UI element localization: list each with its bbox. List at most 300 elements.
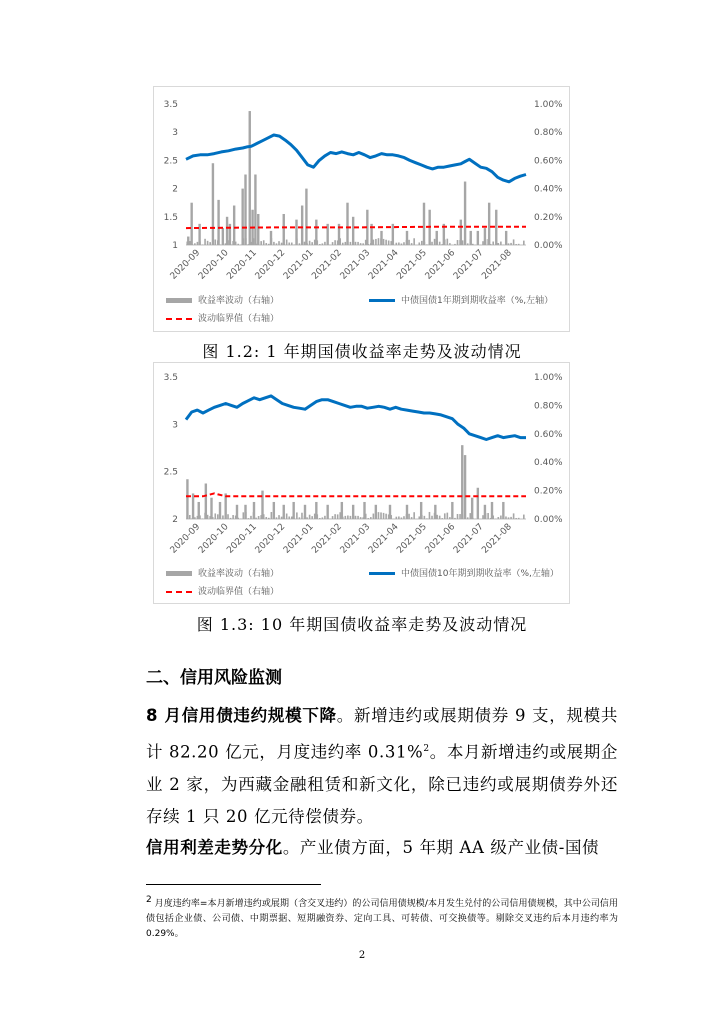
- volatility-bar: [436, 231, 438, 245]
- volatility-bar: [505, 516, 507, 519]
- volatility-bar: [214, 513, 216, 519]
- volatility-bar: [420, 502, 422, 519]
- volatility-bar: [406, 505, 408, 519]
- volatility-bar: [306, 517, 308, 519]
- volatility-bar: [431, 242, 433, 245]
- volatility-bar: [449, 243, 451, 245]
- legend-bar-swatch: [166, 571, 192, 576]
- paragraph-lead-bold: 信用利差走势分化: [146, 838, 283, 857]
- x-tick-label: 2021-08: [480, 248, 514, 282]
- volatility-bar: [424, 516, 426, 519]
- volatility-bar: [309, 515, 311, 519]
- volatility-bar: [355, 516, 357, 519]
- volatility-bar: [408, 240, 410, 245]
- volatility-bar: [357, 516, 359, 519]
- volatility-bar: [373, 514, 375, 519]
- volatility-bar: [487, 513, 489, 519]
- x-tick-label: 2020-12: [253, 248, 288, 282]
- x-tick-label: 2020-09: [168, 522, 203, 556]
- volatility-bar: [227, 514, 229, 519]
- x-tick-label: 2020-10: [196, 522, 231, 556]
- volatility-bar: [396, 517, 398, 519]
- volatility-bar: [301, 206, 303, 245]
- volatility-bar: [515, 244, 517, 245]
- volatility-bar: [202, 244, 204, 245]
- volatility-bar: [244, 175, 246, 246]
- volatility-bar: [513, 513, 515, 519]
- volatility-bar: [207, 241, 209, 245]
- volatility-bar: [467, 243, 469, 245]
- volatility-bar: [401, 243, 403, 245]
- left-tick-label: 3: [172, 128, 178, 139]
- paragraph-text: 。产业债方面，5 年期 AA 级产业债-国债: [282, 838, 600, 857]
- left-tick-label: 1: [172, 241, 178, 251]
- volatility-bar: [447, 513, 449, 519]
- footnote-rule: [146, 884, 321, 885]
- left-tick-label: 1.5: [163, 212, 178, 223]
- volatility-bar: [421, 241, 423, 245]
- volatility-bar: [301, 513, 303, 519]
- volatility-bar: [385, 514, 387, 519]
- volatility-bar: [488, 203, 490, 245]
- x-tick-label: 2021-06: [423, 522, 458, 556]
- x-tick-label: 2020-09: [168, 248, 203, 282]
- chart-1y-yield: [153, 86, 570, 332]
- volatility-bar: [464, 455, 466, 519]
- volatility-bar: [288, 243, 290, 245]
- left-tick-label: 3.5: [163, 100, 178, 110]
- right-tick-label: 1.00%: [534, 100, 563, 110]
- volatility-bar: [457, 514, 459, 519]
- volatility-bar: [518, 244, 520, 245]
- legend-yield: [369, 566, 559, 579]
- volatility-bar: [484, 505, 486, 519]
- right-tick-label: 0.60%: [534, 429, 563, 440]
- volatility-bar: [283, 214, 285, 245]
- volatility-bar: [439, 516, 441, 519]
- volatility-bar: [423, 203, 425, 245]
- volatility-bar: [380, 512, 382, 519]
- volatility-bar: [281, 517, 283, 519]
- volatility-bar: [268, 518, 270, 519]
- legend-threshold: [166, 311, 279, 324]
- volatility-bar: [411, 517, 413, 519]
- volatility-bar: [202, 518, 204, 519]
- volatility-bar: [311, 242, 313, 245]
- legend-dash-swatch: [166, 318, 192, 320]
- volatility-bar: [278, 515, 280, 519]
- right-tick-label: 0.20%: [534, 486, 563, 497]
- x-tick-label: 2021-05: [395, 248, 429, 282]
- volatility-bar: [350, 242, 352, 245]
- volatility-bar: [411, 243, 413, 245]
- volatility-bar: [322, 243, 324, 245]
- volatility-bar: [309, 241, 311, 245]
- volatility-bar: [454, 244, 456, 245]
- volatility-bar: [332, 516, 334, 519]
- volatility-bar: [426, 518, 428, 519]
- volatility-bar: [347, 515, 349, 519]
- volatility-bar: [464, 182, 466, 245]
- legend-volatility-label: 收益率波动（右轴）: [198, 569, 280, 579]
- volatility-bar: [334, 514, 336, 519]
- volatility-bar: [337, 514, 339, 519]
- volatility-bar: [194, 517, 196, 519]
- volatility-bar: [523, 241, 525, 245]
- footnote-mark: 2: [146, 895, 152, 905]
- volatility-bar: [194, 243, 196, 245]
- volatility-bar: [345, 242, 347, 245]
- volatility-bar: [401, 517, 403, 519]
- right-tick-label: 0.60%: [534, 156, 563, 167]
- x-tick-label: 2021-08: [480, 522, 514, 556]
- legend-yield-label: 中债国债1年期到期收益率（%,左轴）: [401, 296, 554, 306]
- volatility-bar: [451, 502, 453, 519]
- volatility-bar: [324, 516, 326, 519]
- volatility-bar: [332, 242, 334, 245]
- right-tick-label: 0.00%: [534, 241, 563, 251]
- volatility-bar: [236, 505, 238, 519]
- x-tick-label: 2021-02: [310, 522, 344, 556]
- volatility-bar: [454, 518, 456, 519]
- volatility-bar: [205, 484, 207, 520]
- x-tick-label: 2021-04: [366, 522, 401, 556]
- section-heading: 二、信用风险监测: [146, 668, 282, 688]
- volatility-bar: [315, 502, 317, 519]
- volatility-bar: [462, 240, 464, 245]
- volatility-bar: [244, 505, 246, 519]
- x-tick-label: 2021-06: [423, 248, 458, 282]
- volatility-bar: [250, 516, 252, 519]
- volatility-bar: [508, 517, 510, 519]
- paragraph-credit-spread: [146, 832, 618, 865]
- volatility-bar: [378, 238, 380, 245]
- volatility-bar: [413, 238, 415, 245]
- volatility-bar: [388, 240, 390, 245]
- yield-line: [186, 396, 526, 440]
- volatility-bar: [220, 244, 222, 245]
- x-tick-label: 2021-04: [366, 248, 401, 282]
- volatility-bar: [190, 203, 192, 245]
- volatility-bar: [523, 515, 525, 519]
- volatility-bar: [403, 516, 405, 519]
- right-tick-label: 1.00%: [534, 373, 563, 383]
- legend-threshold-label: 波动临界值（右轴）: [198, 314, 280, 324]
- right-tick-label: 0.40%: [534, 458, 563, 469]
- volatility-bar: [286, 240, 288, 245]
- volatility-bar: [232, 515, 234, 519]
- volatility-bar: [214, 239, 216, 245]
- volatility-bar: [441, 518, 443, 519]
- volatility-bar: [299, 243, 301, 245]
- paragraph-default-rate: [146, 700, 618, 834]
- volatility-bar: [460, 220, 462, 245]
- volatility-bar: [237, 244, 239, 245]
- volatility-bar: [370, 517, 372, 519]
- volatility-bar: [392, 224, 394, 245]
- volatility-bar: [498, 517, 500, 519]
- volatility-bar: [324, 242, 326, 245]
- volatility-bar: [198, 502, 200, 519]
- volatility-bar: [426, 244, 428, 245]
- volatility-bar: [243, 512, 245, 519]
- volatility-bar: [273, 502, 275, 519]
- threshold-line: [186, 493, 526, 496]
- volatility-bar: [209, 242, 211, 245]
- volatility-bar: [457, 240, 459, 245]
- volatility-bar: [263, 240, 265, 245]
- volatility-bar: [413, 512, 415, 519]
- volatility-bar: [385, 240, 387, 245]
- yield-line: [186, 135, 526, 182]
- volatility-bar: [380, 231, 382, 245]
- volatility-bar: [431, 516, 433, 519]
- caption-fig-1-2: 图 1.2: 1 年期国债收益率走势及波动情况: [202, 342, 522, 361]
- volatility-bar: [192, 493, 194, 519]
- x-tick-label: 2021-05: [395, 522, 429, 556]
- volatility-bar: [255, 518, 257, 519]
- volatility-bar: [233, 206, 235, 245]
- volatility-bar: [226, 217, 228, 245]
- left-tick-label: 2.5: [163, 467, 178, 478]
- volatility-bar: [261, 491, 263, 519]
- volatility-bar: [278, 241, 280, 245]
- legend-dash-swatch: [166, 591, 192, 593]
- volatility-bar: [477, 488, 479, 519]
- right-tick-label: 0.00%: [534, 515, 563, 525]
- volatility-bar: [187, 237, 189, 245]
- legend-bar-swatch: [166, 298, 192, 303]
- volatility-bar: [260, 241, 262, 245]
- volatility-bar: [281, 243, 283, 245]
- left-tick-label: 3: [172, 420, 178, 431]
- volatility-bar: [510, 243, 512, 245]
- volatility-bar: [418, 242, 420, 245]
- volatility-bar: [439, 242, 441, 245]
- volatility-bar: [270, 231, 272, 245]
- volatility-bar: [492, 242, 494, 245]
- volatility-bar: [350, 516, 352, 519]
- volatility-bar: [362, 243, 364, 245]
- volatility-bar: [469, 513, 471, 519]
- volatility-bar: [326, 505, 328, 519]
- caption-fig-1-3: 图 1.3: 10 年期国债收益率走势及波动情况: [196, 615, 528, 634]
- volatility-bar: [355, 242, 357, 245]
- volatility-bar: [291, 517, 293, 519]
- volatility-bar: [276, 243, 278, 245]
- volatility-bar: [375, 239, 377, 245]
- volatility-bar: [461, 445, 463, 519]
- volatility-bar: [500, 242, 502, 245]
- volatility-bar: [436, 515, 438, 519]
- paragraph-text: 。新增违约或展期债券 9 支，规模共计 82.20 亿元，月度违约率 0.31%: [146, 706, 618, 761]
- volatility-bar: [315, 220, 317, 245]
- volatility-bar: [217, 514, 219, 519]
- volatility-bar: [363, 502, 365, 519]
- volatility-bar: [296, 512, 298, 519]
- threshold-line: [186, 227, 526, 228]
- legend-line-swatch: [369, 299, 395, 302]
- volatility-bar: [434, 239, 436, 245]
- volatility-bar: [513, 239, 515, 245]
- volatility-bar: [268, 244, 270, 245]
- volatility-bar: [212, 163, 214, 245]
- volatility-bar: [292, 502, 294, 519]
- volatility-bar: [222, 228, 224, 245]
- page-number: 2: [358, 950, 366, 961]
- legend-volatility: [166, 293, 279, 306]
- volatility-bar: [471, 498, 473, 519]
- volatility-bar: [254, 175, 256, 246]
- volatility-bar: [352, 505, 354, 519]
- legend-threshold-label: 波动临界值（右轴）: [198, 587, 280, 597]
- x-tick-label: 2021-03: [338, 522, 373, 556]
- volatility-bar: [491, 502, 493, 519]
- right-tick-label: 0.20%: [534, 212, 563, 223]
- volatility-bar: [360, 243, 362, 245]
- x-tick-label: 2020-12: [253, 522, 288, 556]
- volatility-bar: [265, 517, 267, 519]
- right-tick-label: 0.80%: [534, 401, 563, 412]
- right-tick-label: 0.40%: [534, 184, 563, 195]
- volatility-bar: [495, 210, 497, 245]
- volatility-bar: [304, 242, 306, 245]
- right-tick-label: 0.80%: [534, 128, 563, 139]
- volatility-bar: [408, 514, 410, 519]
- volatility-bar: [515, 518, 517, 519]
- x-tick-label: 2021-03: [338, 248, 373, 282]
- legend-yield-label: 中债国债10年期到期收益率（%,左轴）: [401, 569, 559, 579]
- volatility-bar: [265, 243, 267, 245]
- legend-line-swatch: [369, 572, 395, 575]
- volatility-bar: [189, 515, 191, 519]
- volatility-bar: [444, 513, 446, 519]
- volatility-bar: [299, 517, 301, 519]
- x-tick-label: 2021-02: [310, 248, 344, 282]
- volatility-bar: [311, 516, 313, 519]
- volatility-bar: [472, 244, 474, 245]
- volatility-bar: [257, 214, 259, 245]
- volatility-bar: [219, 502, 221, 519]
- volatility-bar: [341, 502, 343, 519]
- volatility-bar: [398, 242, 400, 245]
- volatility-bar: [498, 243, 500, 245]
- volatility-bar: [273, 242, 275, 245]
- footnote: [146, 893, 618, 942]
- left-tick-label: 2: [172, 515, 178, 525]
- legend-volatility-label: 收益率波动（右轴）: [198, 296, 280, 306]
- volatility-bar: [249, 111, 251, 245]
- paragraph-text-rest: 。本月新增违约或展期企业 2 家，为西藏金融租赁和新文化，除已违约或展期债券外还存续 1 只 20 亿元待偿债券。: [146, 742, 618, 826]
- footnote-ref: 2: [423, 743, 430, 754]
- volatility-bar: [502, 502, 504, 519]
- volatility-bar: [210, 498, 212, 519]
- volatility-bar: [375, 505, 377, 519]
- volatility-bar: [406, 231, 408, 245]
- chart-10y-yield: [153, 362, 570, 604]
- volatility-bar: [346, 203, 348, 245]
- volatility-bar: [322, 517, 324, 519]
- volatility-bar: [396, 243, 398, 245]
- volatility-bar: [345, 516, 347, 519]
- volatility-bar: [418, 516, 420, 519]
- volatility-bar: [204, 239, 206, 245]
- volatility-bar: [241, 189, 243, 245]
- volatility-bar: [500, 516, 502, 519]
- volatility-bar: [357, 242, 359, 245]
- x-tick-label: 2020-11: [225, 248, 259, 282]
- volatility-bar: [510, 517, 512, 519]
- volatility-bar: [207, 515, 209, 519]
- volatility-bar: [352, 217, 354, 245]
- volatility-bar: [482, 515, 484, 519]
- volatility-bar: [294, 244, 296, 245]
- x-tick-label: 2021-07: [451, 248, 486, 282]
- volatility-bar: [518, 518, 520, 519]
- volatility-bar: [484, 228, 486, 245]
- volatility-bar: [217, 200, 219, 245]
- volatility-bar: [288, 517, 290, 519]
- volatility-bar: [258, 516, 260, 519]
- volatility-bar: [482, 241, 484, 245]
- legend-threshold: [166, 584, 279, 597]
- x-tick-label: 2020-11: [225, 522, 259, 556]
- volatility-bar: [305, 189, 307, 245]
- volatility-bar: [389, 505, 391, 519]
- volatility-bar: [429, 512, 431, 519]
- volatility-bar: [230, 518, 232, 519]
- volatility-bar: [342, 243, 344, 245]
- volatility-bar: [373, 240, 375, 245]
- left-tick-label: 2.5: [163, 156, 178, 167]
- volatility-bar: [283, 505, 285, 519]
- volatility-bar: [248, 518, 250, 519]
- volatility-bar: [334, 240, 336, 245]
- volatility-bar: [383, 513, 385, 519]
- volatility-bar: [459, 514, 461, 519]
- volatility-bar: [291, 243, 293, 245]
- volatility-bar: [276, 517, 278, 519]
- left-tick-label: 3.5: [163, 373, 178, 383]
- volatility-bar: [447, 239, 449, 245]
- volatility-bar: [434, 505, 436, 519]
- volatility-bar: [378, 512, 380, 519]
- x-tick-label: 2021-01: [281, 522, 316, 556]
- volatility-bar: [286, 514, 288, 519]
- legend-volatility: [166, 566, 279, 579]
- legend-yield: [369, 293, 553, 306]
- volatility-bar: [197, 242, 199, 245]
- volatility-bar: [449, 517, 451, 519]
- volatility-bar: [505, 231, 507, 245]
- volatility-bar: [470, 231, 472, 245]
- volatility-bar: [222, 515, 224, 519]
- volatility-bar: [383, 239, 385, 245]
- x-tick-label: 2020-10: [196, 248, 231, 282]
- volatility-bar: [253, 502, 255, 519]
- volatility-bar: [360, 517, 362, 519]
- volatility-bar: [508, 243, 510, 245]
- volatility-bar: [295, 220, 297, 245]
- volatility-bar: [367, 518, 369, 519]
- volatility-bar: [319, 244, 321, 245]
- volatility-bar: [477, 231, 479, 245]
- footnote-text: 月度违约率=本月新增违约或展期（含交叉违约）的公司信用债规模/本月发生兑付的公司信用债规模，其中公司信用债包括企业债、公司债、中期票据、短期融资券、定向工具、可转债、可交换债等。剔除交叉违约后本月违约率为 0.29%。: [146, 899, 618, 939]
- volatility-bar: [304, 505, 306, 519]
- x-tick-label: 2021-01: [281, 248, 316, 282]
- volatility-bar: [467, 517, 469, 519]
- volatility-bar: [271, 512, 273, 519]
